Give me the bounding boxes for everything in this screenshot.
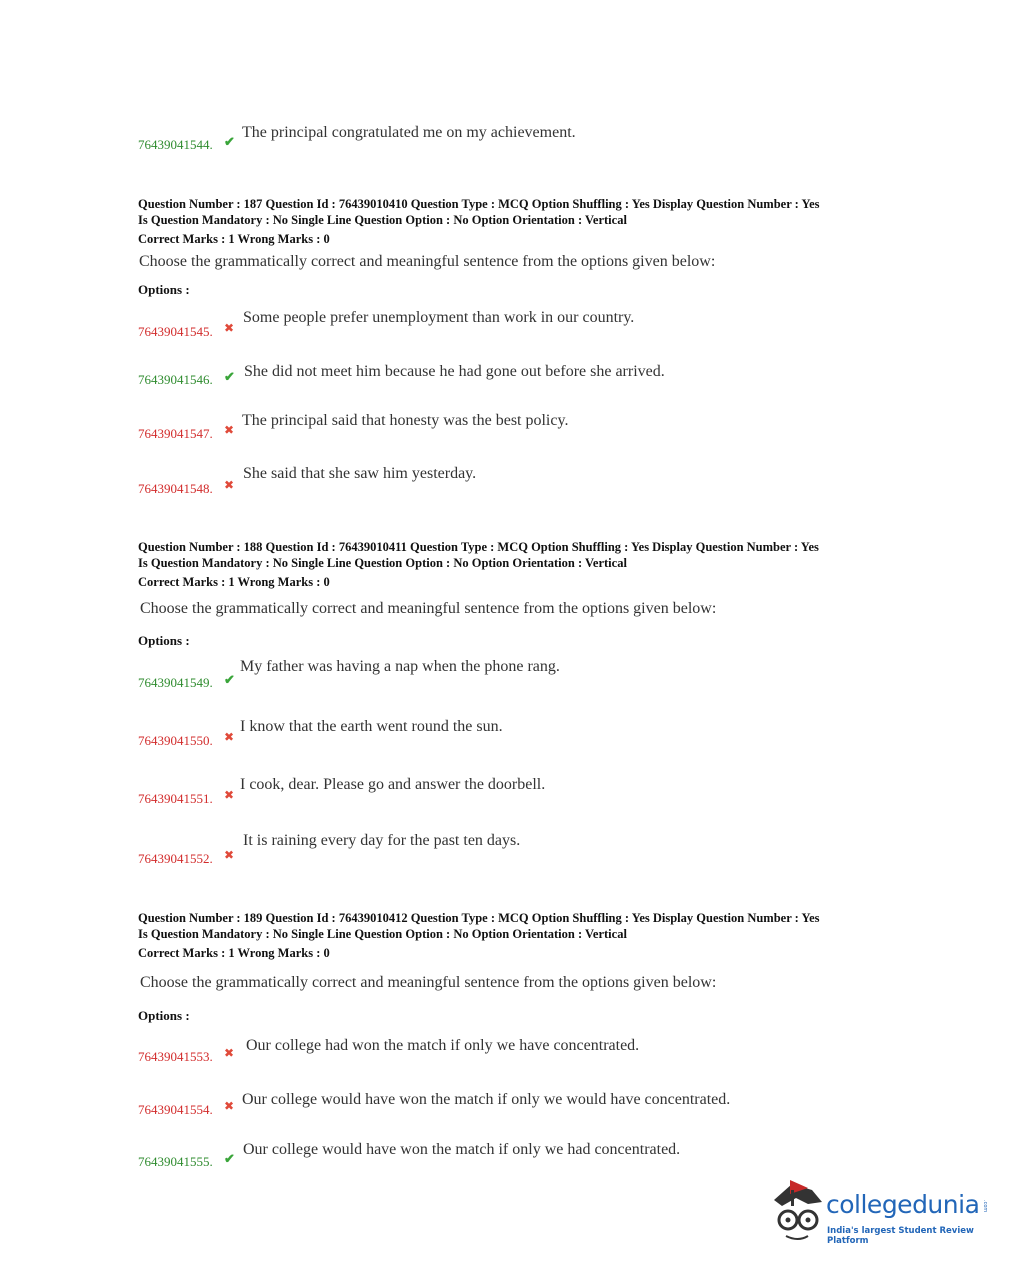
option-id: 76439041552.	[138, 851, 213, 866]
question-text: Choose the grammatically correct and meaningful sentence from the options given below:	[140, 600, 717, 617]
option-id: 76439041549.	[138, 675, 213, 690]
correct-check-icon: ✔	[224, 672, 235, 687]
option-text: Our college would have won the match if only we had concentrated.	[243, 1141, 681, 1158]
wrong-cross-icon: ✖	[224, 788, 235, 802]
question-meta	[138, 539, 938, 590]
question-meta	[138, 196, 938, 247]
option-text: I know that the earth went round the sun.	[240, 718, 503, 735]
logo-tagline: India's largest Student Review Platform	[827, 1226, 974, 1246]
wrong-cross-icon: ✖	[224, 848, 235, 862]
wrong-cross-icon: ✖	[224, 1099, 235, 1113]
options-label: Options :	[138, 633, 190, 648]
option-id: 76439041547.	[138, 426, 213, 441]
option-id: 76439041551.	[138, 791, 213, 806]
option-id: 76439041553.	[138, 1049, 213, 1064]
question-marks-line: Correct Marks : 1 Wrong Marks : 0	[138, 232, 330, 246]
question-meta-line: Question Number : 189 Question Id : 76439010412 Question Type : MCQ Option Shuffling : Yes Display Question Number : Yes	[138, 911, 820, 925]
correct-check-icon: ✔	[224, 134, 235, 149]
option-id: 76439041554.	[138, 1102, 213, 1117]
option-text: My father was having a nap when the phone rang.	[240, 658, 560, 675]
question-meta-line: Question Number : 188 Question Id : 76439010411 Question Type : MCQ Option Shuffling : Yes Display Question Number : Yes	[138, 540, 819, 554]
option-id: 76439041546.	[138, 372, 213, 387]
question-marks-line: Correct Marks : 1 Wrong Marks : 0	[138, 946, 330, 960]
correct-check-icon: ✔	[224, 1151, 235, 1166]
option-text: She said that she saw him yesterday.	[243, 465, 477, 482]
wrong-cross-icon: ✖	[224, 321, 235, 335]
option-text: Some people prefer unemployment than work in our country.	[243, 309, 635, 326]
question-meta-line: Question Number : 187 Question Id : 76439010410 Question Type : MCQ Option Shuffling : Yes Display Question Number : Yes	[138, 197, 820, 211]
option-id: 76439041544.	[138, 137, 213, 152]
question-meta-line: Is Question Mandatory : No Single Line Question Option : No Option Orientation : Vertical	[138, 927, 627, 941]
option-text: It is raining every day for the past ten days.	[243, 832, 521, 849]
wrong-cross-icon: ✖	[224, 1046, 235, 1060]
question-meta	[138, 910, 938, 961]
collegedunia-logo	[768, 1176, 998, 1246]
option-text: Our college would have won the match if only we would have concentrated.	[242, 1091, 731, 1108]
question-meta-line: Is Question Mandatory : No Single Line Question Option : No Option Orientation : Vertical	[138, 556, 627, 570]
question-meta-line: Is Question Mandatory : No Single Line Question Option : No Option Orientation : Vertical	[138, 213, 627, 227]
question-marks-line: Correct Marks : 1 Wrong Marks : 0	[138, 575, 330, 589]
logo-domain-suffix: .com	[982, 1200, 988, 1213]
option-text: The principal congratulated me on my achievement.	[242, 124, 576, 141]
student-mascot-icon	[768, 1178, 826, 1246]
wrong-cross-icon: ✖	[224, 730, 235, 744]
wrong-cross-icon: ✖	[224, 478, 235, 492]
option-id: 76439041548.	[138, 481, 213, 496]
option-id: 76439041545.	[138, 324, 213, 339]
question-text: Choose the grammatically correct and meaningful sentence from the options given below:	[140, 974, 717, 991]
option-id: 76439041550.	[138, 733, 213, 748]
options-label: Options :	[138, 1008, 190, 1023]
option-id: 76439041555.	[138, 1154, 213, 1169]
option-text: I cook, dear. Please go and answer the doorbell.	[240, 776, 546, 793]
options-label: Options :	[138, 282, 190, 297]
logo-wordmark: collegedunia	[826, 1190, 980, 1219]
wrong-cross-icon: ✖	[224, 423, 235, 437]
option-text: Our college had won the match if only we have concentrated.	[246, 1037, 640, 1054]
option-text: She did not meet him because he had gone out before she arrived.	[244, 363, 665, 380]
question-text: Choose the grammatically correct and meaningful sentence from the options given below:	[139, 253, 716, 270]
option-text: The principal said that honesty was the best policy.	[242, 412, 569, 429]
correct-check-icon: ✔	[224, 369, 235, 384]
